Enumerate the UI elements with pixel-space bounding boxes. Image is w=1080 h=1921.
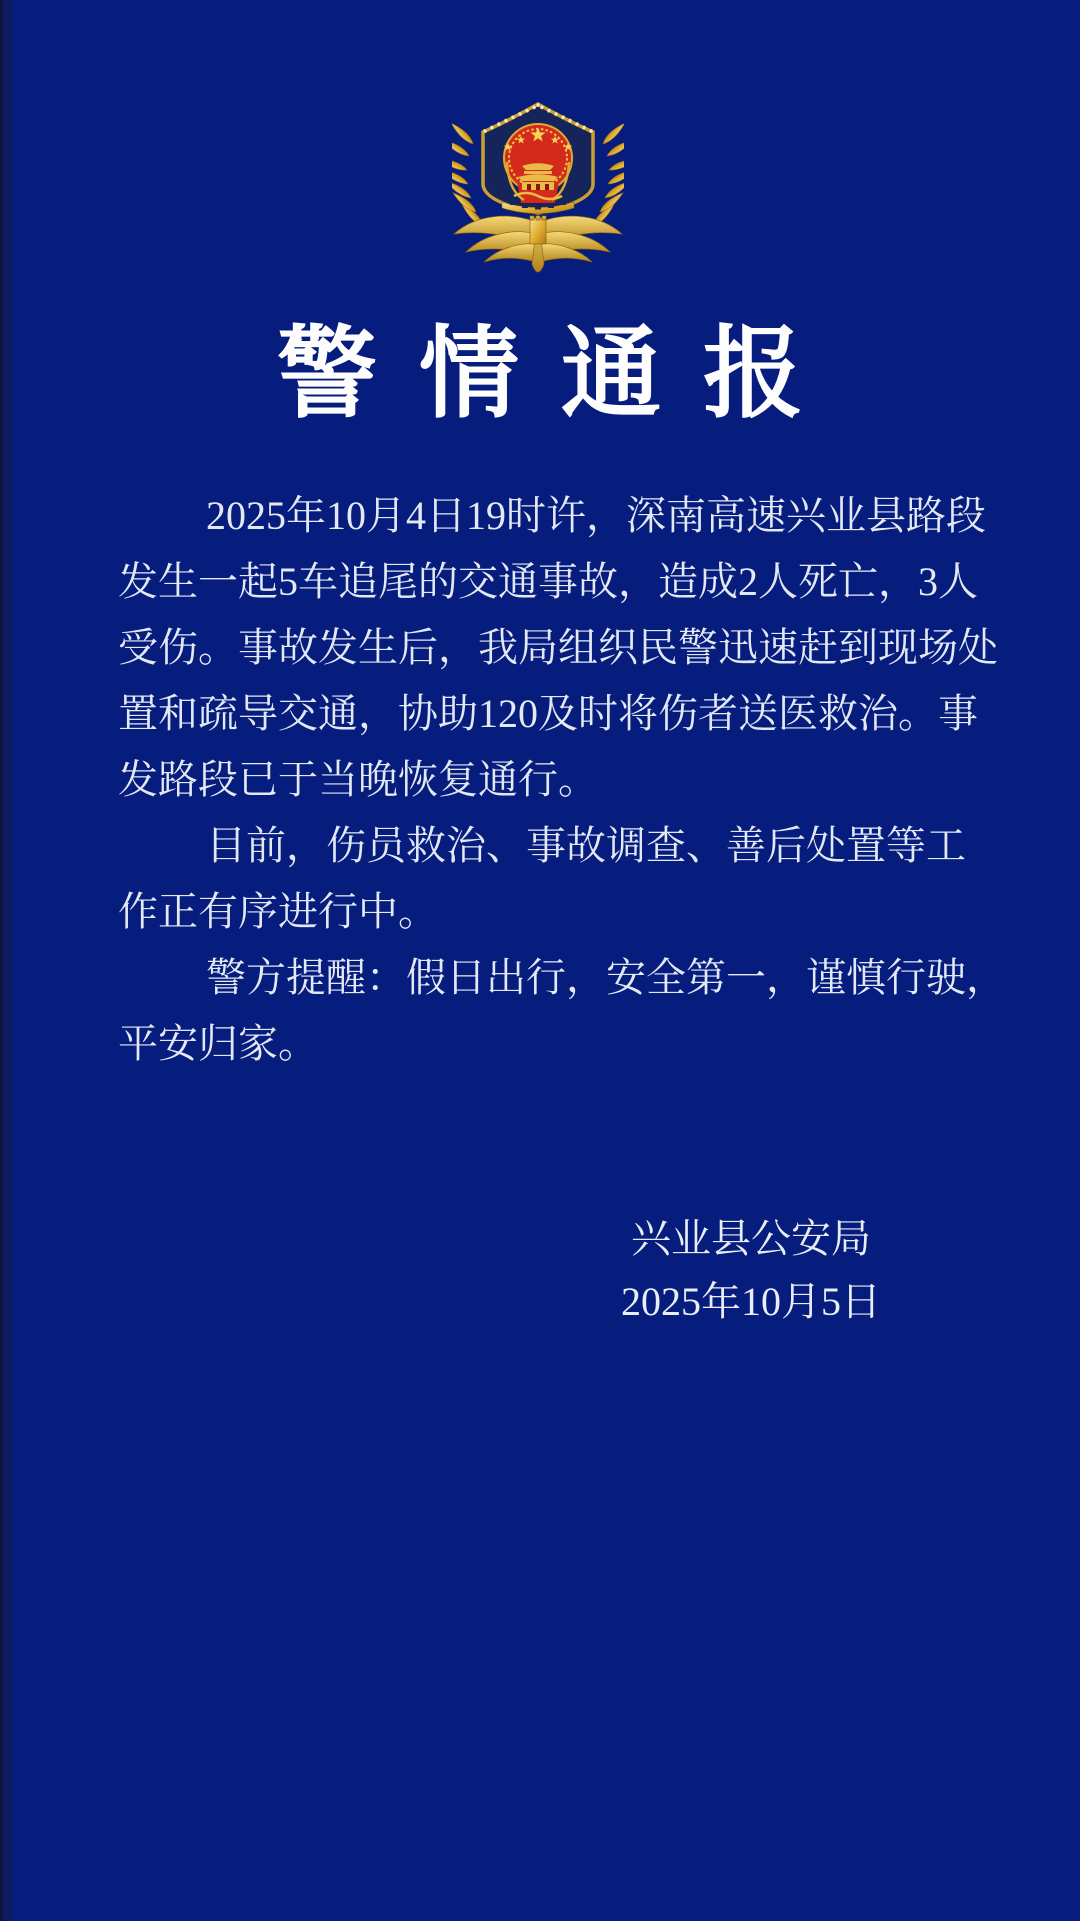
body-line: 目前，伤员救治、事故调查、善后处置等工	[206, 823, 966, 868]
police-badge-icon	[452, 76, 624, 288]
body-line: 发生一起5车追尾的交通事故，造成2人死亡，3人	[118, 559, 978, 604]
signature-date: 2025年10月5日	[621, 1279, 881, 1324]
signature-agency: 兴业县公安局	[631, 1216, 871, 1261]
body-line: 置和疏导交通，协助120及时将伤者送医救治。事	[118, 691, 978, 736]
badge-wings	[454, 214, 622, 272]
badge-tiananmen	[518, 163, 558, 190]
notice-body	[118, 483, 1006, 1077]
body-line: 2025年10月4日19时许，深南高速兴业县路段	[206, 493, 986, 538]
badge-center-tower	[530, 216, 546, 244]
body-line: 作正有序进行中。	[118, 889, 438, 934]
body-line: 警方提醒：假日出行，安全第一，谨慎行驶，	[206, 955, 1006, 1000]
left-edge-shade	[3, 0, 13, 1921]
page-title: 警情通报	[277, 319, 845, 430]
badge-national-emblem	[503, 123, 573, 203]
body-line: 平安归家。	[118, 1021, 318, 1066]
body-line: 受伤。事故发生后，我局组织民警迅速赶到现场处	[118, 625, 998, 670]
body-line: 发路段已于当晚恢复通行。	[118, 757, 598, 802]
signature-block	[531, 1207, 971, 1333]
